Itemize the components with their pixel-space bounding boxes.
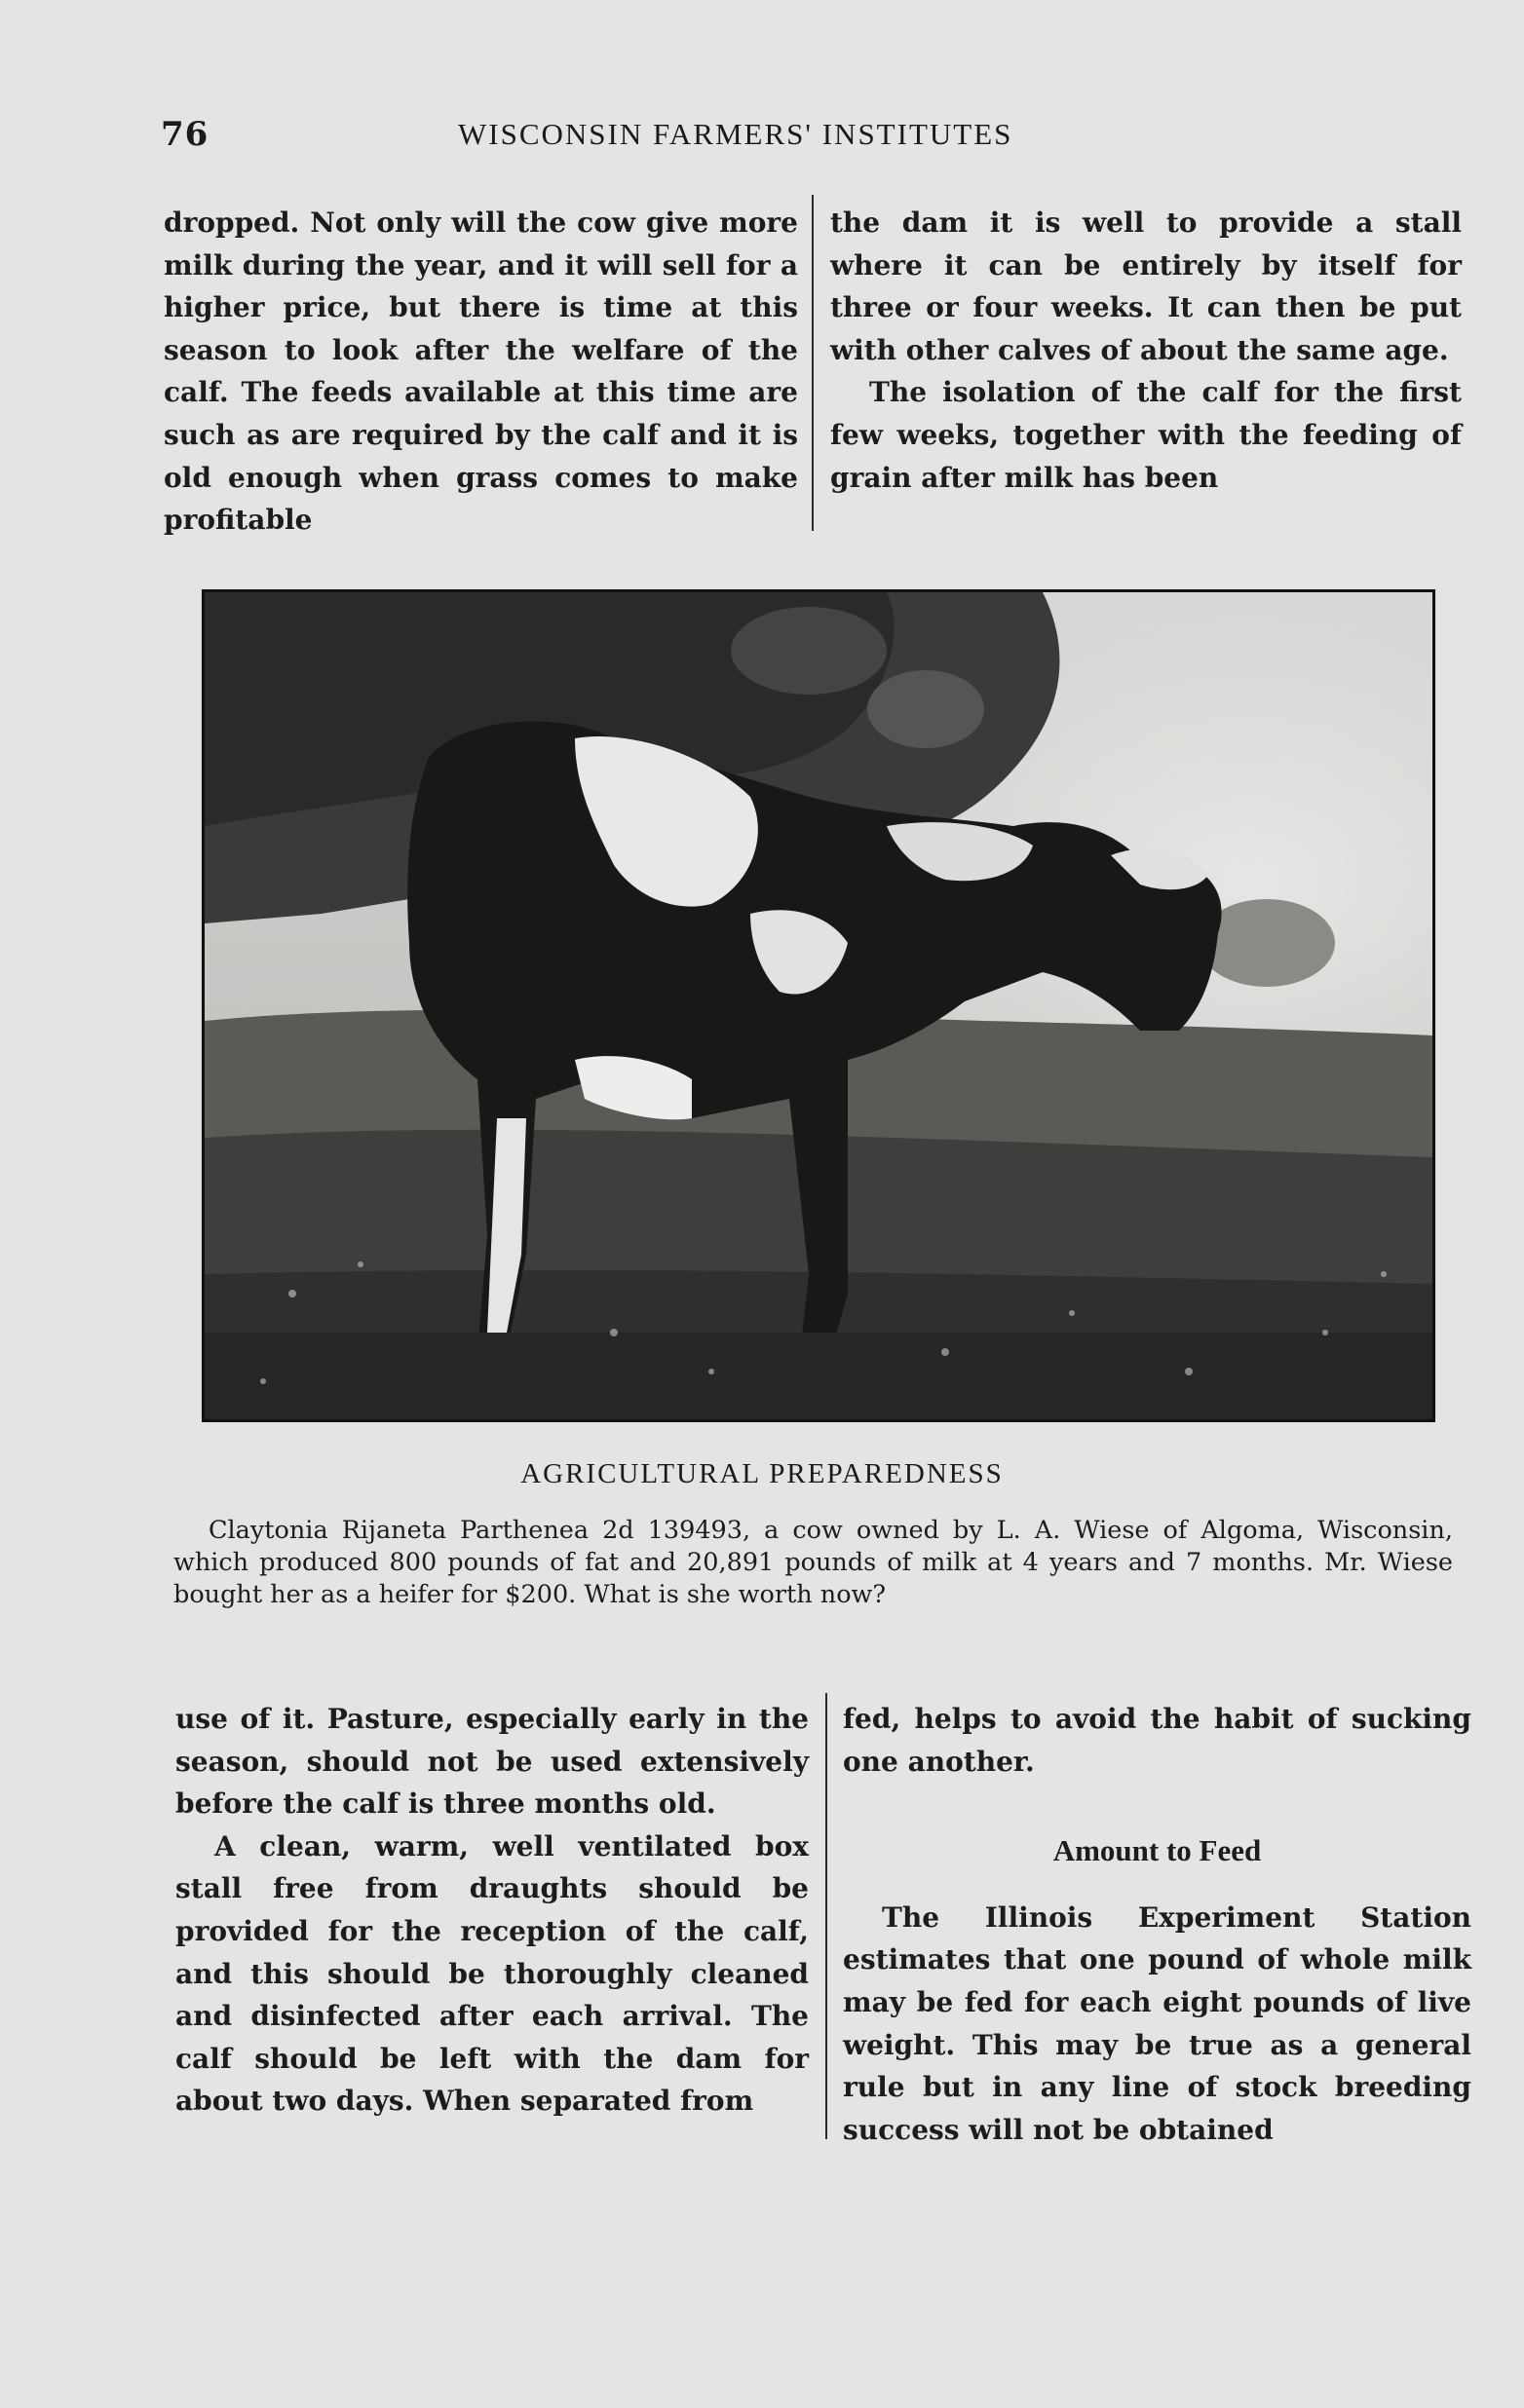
top-right-paragraph-1: the dam it is well to provide a stall where it can be entirely by itself for three or four weeks. It can then be put with other calves of about the same age.	[830, 207, 1462, 366]
column-divider-top	[812, 195, 814, 531]
cow-photo-image	[205, 592, 1432, 1419]
bottom-right-paragraph-1: fed, helps to avoid the habit of sucking one another.	[843, 1703, 1471, 1778]
running-title: WISCONSIN FARMERS' INSTITUTES	[458, 117, 1013, 151]
top-right-paragraph-2: The isolation of the calf for the first few weeks, together with the feeding of grain after milk has been	[830, 376, 1462, 494]
bottom-left-column	[175, 1698, 809, 2123]
bottom-left-paragraph-2: A clean, warm, well ventilated box stall free from draughts should be provided for the reception of the calf, and this should be thoroughly cleaned and disinfected after each arrival. The calf should be left with the dam for about two days. When separated from	[175, 1829, 809, 2118]
top-right-column	[830, 202, 1462, 499]
bottom-left-paragraph-1: use of it. Pasture, especially early in the season, should not be used extensively before the calf is three months old.	[175, 1703, 809, 1821]
running-head	[161, 115, 1471, 164]
top-left-paragraph: dropped. Not only will the cow give more milk during the year, and it will sell for a higher price, but there is time at this season to look after the welfare of the calf. The feeds available at this time are such as are required by the calf and it is old enough when grass comes to make profitable	[164, 207, 798, 537]
section-heading: Amount to Feed	[1052, 1833, 1262, 1868]
figure-caption-text: Claytonia Rijaneta Parthenea 2d 139493, a cow owned by L. A. Wiese of Algoma, Wisconsin, which produced 800 pounds of fat and 20,891 pounds of milk at 4 years and 7 months. Mr. Wiese bought her as a heifer for $200. What is she worth now?	[173, 1516, 1453, 1609]
cow-photograph	[202, 589, 1435, 1422]
column-divider-bottom	[825, 1693, 827, 2139]
page-number: 76	[161, 115, 210, 154]
bottom-right-paragraph-2: The Illinois Experiment Station estimates that one pound of whole milk may be fed for each eight pounds of live weight. This may be true as a general rule but in any line of stock breeding success will not be obtained	[843, 1900, 1471, 2146]
bottom-right-column	[843, 1698, 1471, 2151]
figure-title: AGRICULTURAL PREPAREDNESS	[520, 1458, 1004, 1489]
top-left-column	[164, 202, 798, 542]
figure-caption	[173, 1515, 1453, 1611]
